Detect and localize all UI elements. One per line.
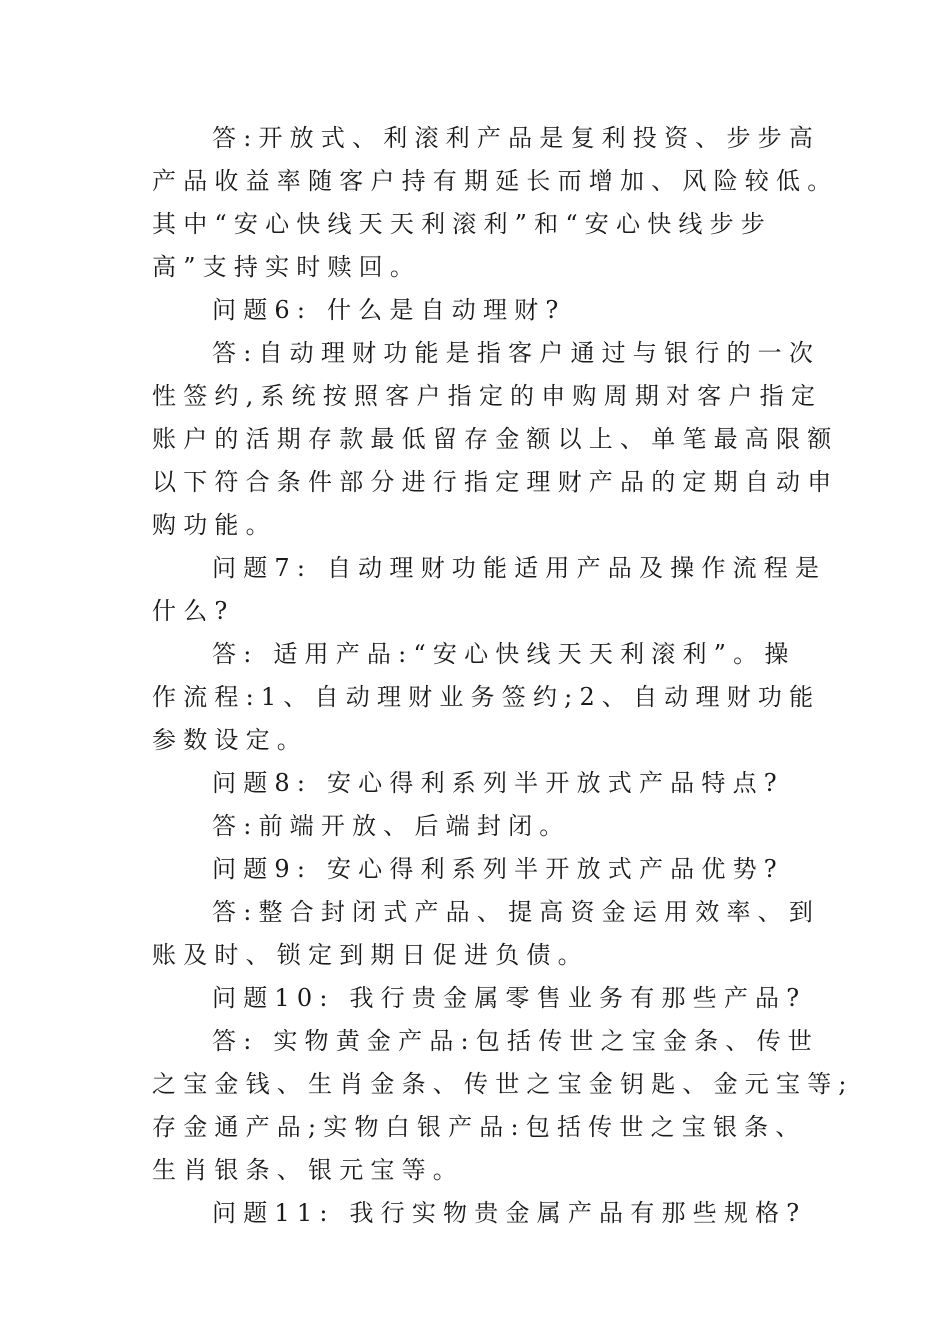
question-heading: 问题9: 安心得利系列半开放式产品优势? — [212, 855, 784, 883]
paragraph-line: 购功能。 — [152, 511, 277, 539]
paragraph-line: 答:前端开放、后端封闭。 — [212, 812, 571, 840]
paragraph-line: 答: 实物黄金产品:包括传世之宝金条、传世 — [212, 1027, 819, 1055]
paragraph-line: 账户的活期存款最低留存金额以上、单笔最高限额 — [152, 425, 839, 453]
paragraph-line: 以下符合条件部分进行指定理财产品的定期自动申 — [152, 468, 839, 496]
question-heading-cont: 什么? — [152, 597, 235, 625]
question-heading: 问题8: 安心得利系列半开放式产品特点? — [212, 769, 784, 797]
paragraph-line: 答:开放式、利滚利产品是复利投资、步步高 — [212, 124, 821, 152]
paragraph-line: 答: 适用产品:“安心快线天天利滚利”。操 — [212, 640, 796, 668]
paragraph-line: 参数设定。 — [152, 726, 308, 754]
paragraph-line: 生肖银条、银元宝等。 — [152, 1156, 464, 1184]
paragraph-line: 存金通产品;实物白银产品:包括传世之宝银条、 — [152, 1113, 807, 1141]
paragraph-line: 其中“安心快线天天利滚利”和“安心快线步步 — [152, 210, 773, 238]
paragraph-line: 账及时、锁定到期日促进负债。 — [152, 941, 589, 969]
question-heading: 问题10: 我行贵金属零售业务有那些产品? — [212, 984, 807, 1012]
paragraph-line: 答:自动理财功能是指客户通过与银行的一次 — [212, 339, 821, 367]
question-heading: 问题6: 什么是自动理财? — [212, 296, 566, 324]
paragraph-line: 性签约,系统按照客户指定的申购周期对客户指定 — [152, 382, 823, 410]
paragraph-line: 之宝金钱、生肖金条、传世之宝金钥匙、金元宝等; — [152, 1070, 854, 1098]
paragraph-line: 产品收益率随客户持有期延长而增加、风险较低。 — [152, 167, 839, 195]
question-heading: 问题11: 我行实物贵金属产品有那些规格? — [212, 1199, 807, 1227]
question-heading: 问题7: 自动理财功能适用产品及操作流程是 — [212, 554, 827, 582]
paragraph-line: 高”支持实时赎回。 — [152, 253, 422, 281]
paragraph-line: 作流程:1、自动理财业务签约;2、自动理财功能 — [152, 683, 821, 711]
paragraph-line: 答:整合封闭式产品、提高资金运用效率、到 — [212, 898, 821, 926]
